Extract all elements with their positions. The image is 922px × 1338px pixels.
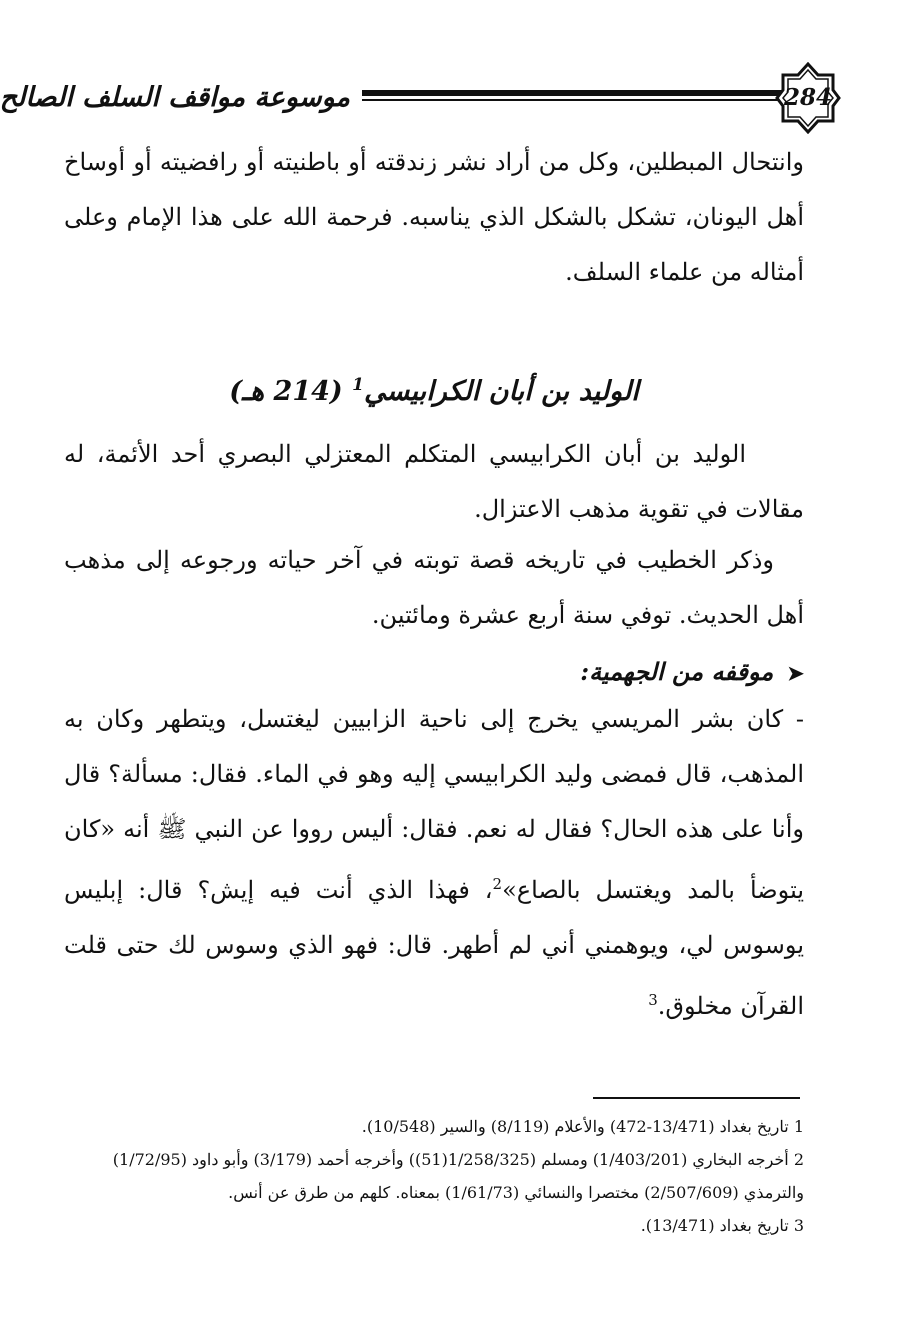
paragraph-1: وانتحال المبطلين، وكل من أراد نشر زندقته أو باطنيته أو رافضيته أو أوساخ أهل اليونان، تشكل بالشكل الذي يناسبه. فرحمة الله على هذا الإمام وعلى أمثاله من علماء السلف.	[64, 148, 804, 286]
paragraph-3: وذكر الخطيب في تاريخه قصة توبته في آخر حياته ورجوعه إلى مذهب أهل الحديث. توفي سنة أربع عشرة ومائتين.	[64, 546, 804, 629]
paragraph-2: الوليد بن أبان الكرابيسي المتكلم المعتزلي البصري أحد الأئمة، له مقالات في تقوية مذهب الاعتزال.	[64, 440, 804, 523]
section-heading	[64, 355, 804, 415]
footnote-3: 3 تاريخ بغداد (13/471).	[640, 1216, 804, 1235]
arrow-bullet-icon: ➤	[787, 661, 804, 685]
story-part-2: ، فهذا الذي أنت فيه إيش؟ قال: إبليس يوسوس لي، ويوهمني أني لم أطهر. قال: فهو الذي وسوس لك حتى قلت القرآن مخلوق.	[64, 876, 804, 1020]
book-title: موسوعة مواقف السلف الصالح	[0, 82, 350, 113]
footnote-ref-3[interactable]: 3	[648, 991, 658, 1009]
footnote-2: 2 أخرجه البخاري (1/403/201) ومسلم (1/258/325(51)) وأخرجه أحمد (3/179) وأبو داود (1/72/95) والترمذي (2/507/609) مختصرا والنسائي (1/61/73) بمعناه. كلهم من طرق عن أنس.	[112, 1150, 804, 1202]
subheading-label: موقفه من الجهمية:	[580, 657, 774, 686]
footnote-1: 1 تاريخ بغداد (13/471-472) والأعلام (8/119) والسير (10/548).	[361, 1117, 804, 1136]
page-number: 284	[783, 84, 832, 111]
footnote-ref-2[interactable]: 2	[492, 875, 503, 893]
footnotes	[64, 1110, 804, 1242]
heading-footnote-ref[interactable]: 1	[352, 375, 364, 395]
subheading	[64, 650, 804, 694]
story-paragraph	[64, 692, 804, 1034]
heading-name: الوليد بن أبان الكرابيسي	[363, 376, 639, 407]
heading-date: (214 هـ)	[229, 376, 343, 407]
page-number-badge	[775, 62, 841, 134]
page-header	[0, 62, 850, 142]
header-rule	[362, 90, 782, 106]
story-part-1: - كان بشر المريسي يخرج إلى ناحية الزابيين ليغتسل، ويتطهر وكان به المذهب، قال فمضى وليد الكرابيسي إليه وهو في الماء. فقال: مسألة؟ قال وأنا على هذه الحال؟ فقال له نعم. فقال: أليس رووا عن النبي ﷺ أنه «كان يتوضأ بالمد ويغتسل بالصاع»	[64, 705, 804, 904]
footnote-separator	[593, 1097, 800, 1099]
